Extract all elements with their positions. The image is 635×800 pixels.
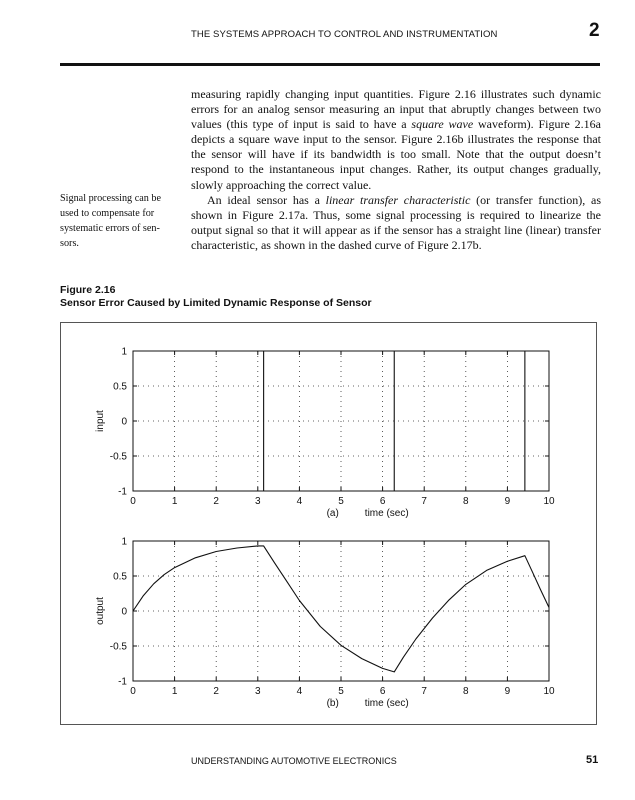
paragraph-1-emphasis: square wave — [411, 117, 474, 132]
plot-b-x-tick-label: 9 — [504, 686, 511, 697]
plot-b-y-label: output — [95, 597, 106, 625]
plot-a-y-tick-label: -0.5 — [109, 451, 127, 463]
plot-b-x-tick-label: 7 — [421, 686, 427, 697]
chapter-number: 2 — [589, 20, 600, 41]
header-rule — [60, 63, 600, 66]
plot-a-y-label: input — [95, 410, 106, 432]
paragraph-2-emphasis: linear transfer characteristic — [325, 192, 471, 207]
plot-b-x-tick-label: 4 — [296, 686, 303, 697]
plot-a-x-tick-label: 6 — [379, 496, 386, 507]
plot-a-panel-label: (a) — [326, 508, 339, 519]
plot-b-panel-label: (b) — [326, 698, 339, 709]
plot-a-x-tick-label: 4 — [296, 496, 303, 507]
plot-b-x-tick-label: 1 — [171, 686, 178, 697]
plot-b-x-tick-label: 10 — [543, 686, 555, 697]
plot-b-x-tick-label: 0 — [130, 686, 136, 697]
body-text — [191, 87, 601, 253]
paragraph-2-text-a: An ideal sensor has a — [207, 192, 326, 207]
plot-a-x-tick-label: 8 — [463, 496, 469, 507]
plot-a-x-tick-label: 10 — [543, 496, 555, 507]
paragraph-1 — [191, 87, 601, 193]
plot-a-x-label: time (sec) — [364, 508, 409, 519]
plot-b-y-tick-label: 0 — [121, 606, 127, 618]
paragraph-2-text-b: (or transfer function), as shown in Figure 2.17a. Thus, some signal processing is required to linearize the output signal so that it will appear as if the sensor has a straight line (linear) transfer characteristic, as shown in the dashed curve of Figure 2.17b. — [191, 192, 601, 252]
plot-b-x-tick-label: 3 — [255, 686, 261, 697]
plot-a-x-tick-label: 3 — [255, 496, 261, 507]
figure-label: Figure 2.16 — [60, 284, 116, 296]
figure-plots — [61, 323, 598, 726]
plot-a-x-tick-label: 5 — [338, 496, 344, 507]
plot-b-x-label: time (sec) — [364, 698, 409, 709]
plot-b-y-tick-label: -1 — [118, 676, 127, 688]
plot-b-y-tick-label: 0.5 — [113, 571, 127, 583]
paragraph-1-text-a: measuring rapidly changing input quantities. Figure 2.16 illustrates such dynamic errors for an analog sensor measuring an input that abruptly changes between two values (this type of input is said to have a — [191, 87, 601, 132]
plot-b-x-tick-label: 6 — [379, 686, 386, 697]
plot-b-y-tick-label: 1 — [121, 536, 127, 548]
paragraph-2 — [191, 193, 601, 253]
plot-a-x-tick-label: 2 — [213, 496, 219, 507]
plot-a-x-tick-label: 0 — [130, 496, 136, 507]
plot-a-x-tick-label: 9 — [504, 496, 511, 507]
plot-b-x-tick-label: 5 — [338, 686, 344, 697]
plot-a-y-tick-label: 0.5 — [113, 381, 127, 393]
paragraph-1-text-b: waveform). Figure 2.16a depicts a square wave input to the sensor. Figure 2.16b illustrates the response that the sensor will have if its bandwidth is too small. Note that the output doesn’t respond to the instantaneous input changes. Rather, its output changes gradually, slowly approaching the correct value. — [191, 117, 601, 192]
plot-a-y-tick-label: 1 — [121, 346, 127, 358]
footer-book-title: UNDERSTANDING AUTOMOTIVE ELECTRONICS — [191, 756, 397, 766]
running-header-title: THE SYSTEMS APPROACH TO CONTROL AND INSTRUMENTATION — [191, 29, 498, 40]
margin-note: Signal processing can be used to compensate for systematic errors of sen- sors. — [60, 193, 161, 250]
plot-a-x-tick-label: 7 — [421, 496, 427, 507]
page-number: 51 — [586, 754, 599, 766]
figure-caption: Sensor Error Caused by Limited Dynamic Response of Sensor — [60, 297, 372, 309]
plot-a-y-tick-label: 0 — [121, 416, 127, 428]
plot-a-y-tick-label: -1 — [118, 486, 127, 498]
plot-b-x-tick-label: 8 — [463, 686, 469, 697]
plot-a-x-tick-label: 1 — [171, 496, 178, 507]
plot-b-series-line — [133, 546, 549, 672]
plot-b-y-tick-label: -0.5 — [109, 641, 127, 653]
plot-b-x-tick-label: 2 — [213, 686, 219, 697]
figure-frame — [60, 322, 597, 725]
